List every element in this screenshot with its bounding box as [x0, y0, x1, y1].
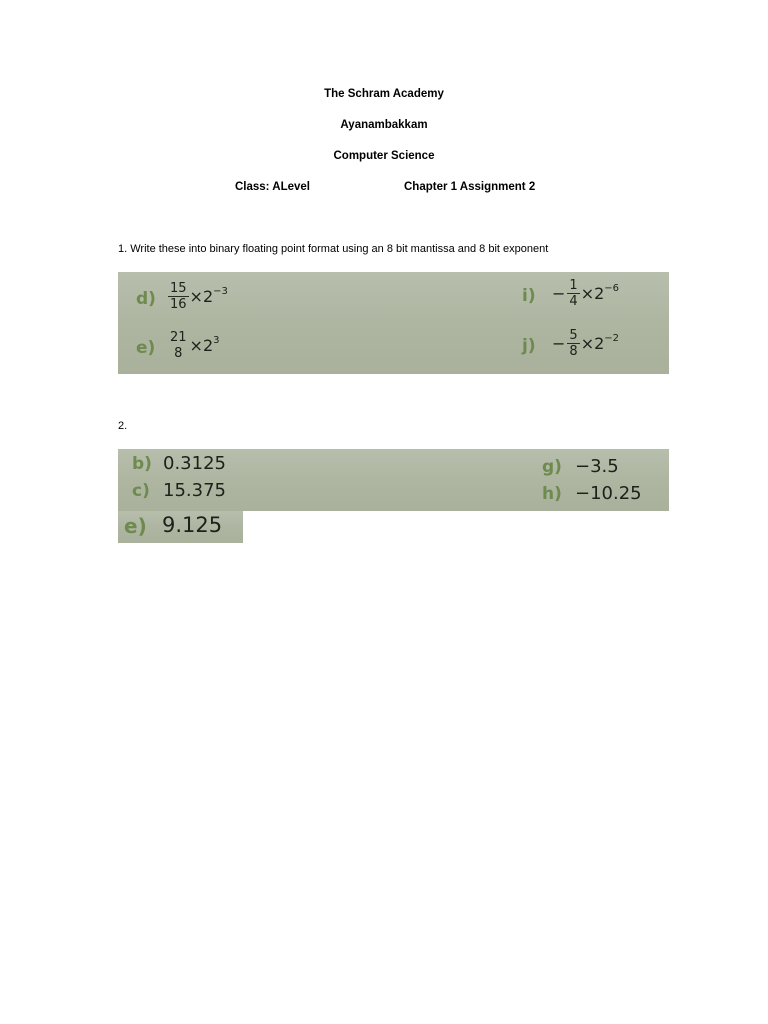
- subject-title: Computer Science: [333, 150, 435, 162]
- item-label: j): [522, 336, 536, 356]
- times-sign: ×: [189, 287, 203, 306]
- question-1-text: 1. Write these into binary floating point format using an 8 bit mantissa and 8 bit exponent: [118, 243, 549, 255]
- sign: −: [552, 334, 566, 353]
- item-value: −3.5: [575, 456, 619, 477]
- item-label: i): [522, 286, 536, 306]
- question-2-image-extra: [118, 511, 243, 543]
- power: $2^{-3}$: [202, 285, 228, 306]
- sign: −: [552, 284, 566, 303]
- power: $2^{-6}$: [594, 282, 620, 303]
- item-label: d): [136, 289, 156, 309]
- item-value: 9.125: [162, 513, 223, 537]
- chapter-label: Chapter 1 Assignment 2: [404, 181, 536, 193]
- power: $2^{-2}$: [594, 332, 620, 353]
- item-label: e): [124, 514, 147, 538]
- school-name: The Schram Academy: [324, 88, 444, 100]
- item-label: b): [132, 454, 152, 474]
- item-label: c): [132, 481, 150, 501]
- denominator: 16: [170, 297, 187, 312]
- fraction-expression: [166, 330, 220, 361]
- numerator: 5: [569, 328, 578, 343]
- item-value: 15.375: [163, 480, 226, 501]
- numerator: 21: [170, 330, 187, 345]
- school-location: Ayanambakkam: [340, 119, 428, 131]
- fraction-expression: [552, 278, 619, 309]
- class-label: Class: ALevel: [235, 181, 310, 193]
- times-sign: ×: [580, 284, 595, 303]
- numerator: 1: [569, 278, 578, 293]
- fraction-expression: [552, 328, 619, 359]
- denominator: 8: [569, 344, 578, 359]
- times-sign: ×: [580, 334, 595, 353]
- numerator: 15: [170, 281, 187, 296]
- fraction-expression: [166, 281, 228, 312]
- question-2-number: 2.: [118, 420, 128, 432]
- times-sign: ×: [189, 336, 203, 355]
- item-value: −10.25: [575, 483, 642, 504]
- item-value: 0.3125: [163, 453, 226, 474]
- item-label: e): [136, 338, 156, 358]
- denominator: 8: [174, 346, 183, 361]
- question-1-image: [118, 272, 669, 374]
- power: $2^3$: [202, 334, 220, 355]
- question-2-image-main: [118, 449, 669, 511]
- denominator: 4: [569, 294, 578, 309]
- item-label: g): [542, 457, 562, 477]
- item-label: h): [542, 484, 562, 504]
